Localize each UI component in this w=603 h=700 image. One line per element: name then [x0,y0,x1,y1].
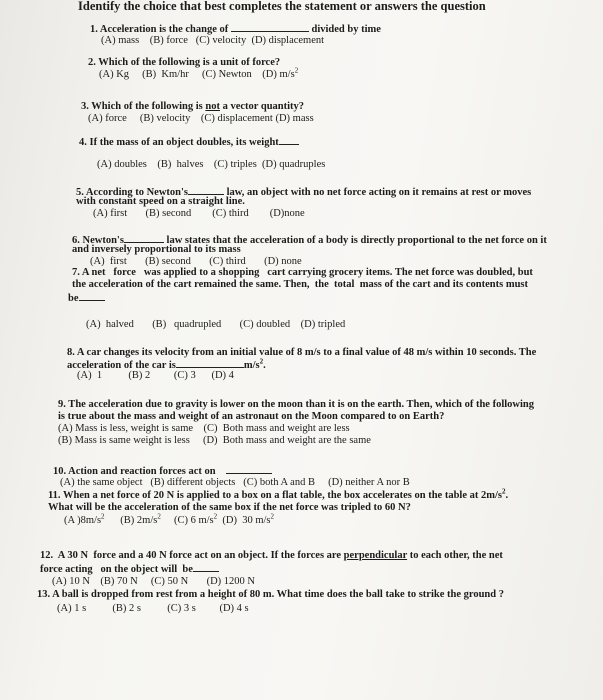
q11-choice-a: (A )8m/s [64,515,102,526]
q12-perpendicular-emphasis: perpendicular [343,550,408,561]
q11-choice-b: (B) 2m/s [120,515,158,526]
q12-choices: (A) 10 N (B) 70 N (C) 50 N (D) 1200 N [52,576,255,587]
q13-choices: (A) 1 s (B) 2 s (C) 3 s (D) 4 s [57,603,249,614]
q5-stem-text: 5. According to Newton's [76,187,188,198]
q2-choices-text: (A) Kg (B) Km/hr (C) Newton (D) m/s [99,69,295,80]
q11-choice-d: (D) 30 m/s [222,515,271,526]
q8-line1: 8. A car changes its velocity from an initial value of 8 m/s to a final value of 48 m/s within 10 seconds. The [67,347,537,358]
q7-line1: 7. A net force was applied to a shopping cart carrying grocery items. The net force was doubled, but [72,267,533,278]
q2-superscript: 2 [294,66,299,75]
q5-stem-line2: with constant speed on a straight line. [76,196,245,207]
q7-line3-text: be [68,293,79,304]
q8-superscript: 2 [259,357,264,366]
q4-blank [279,135,299,145]
q5-stem-text-mid: law, an object with no net force acting on it remains at rest or moves [226,187,532,198]
q12-line1-text-end: to each other, the net [407,550,503,561]
q12-line2-text: force acting on the object will be [40,564,193,575]
q6-stem-line2: and inversely proportional to its mass [72,244,241,255]
q7-line3 [68,291,105,305]
q11-line1 [48,487,509,502]
q7-line2: the acceleration of the cart remained the same. Then, the total mass of the cart and its contents must [72,279,528,290]
q4-choices: (A) doubles (B) halves (C) triples (D) quadruples [97,159,326,170]
q2-stem: 2. Which of the following is a unit of force? [88,57,281,68]
q7-choices: (A) halved (B) quadrupled (C) doubled (D) tripled [86,319,346,330]
q3-stem-text: 3. Which of the following is [81,101,206,112]
q11-choice-c: (C) 6 m/s [173,515,214,526]
q11-choice-d-sup: 2 [270,512,275,521]
q6-choices: (A) first (B) second (C) third (D) none [90,256,302,267]
q12-line1-text: 12. A 30 N force and a 40 N force act on an object. If the forces are [40,550,344,561]
q5-choices: (A) first (B) second (C) third (D)none [93,208,305,219]
q6-blank [124,233,164,243]
q11-superscript: 2 [502,487,506,496]
q8-line2-text: acceleration of the car is [67,360,176,371]
q8-choices: (A) 1 (B) 2 (C) 3 (D) 4 [77,370,234,381]
q12-blank [193,562,219,572]
q9-choices-row1: (A) Mass is less, weight is same (C) Both mass and weight are less [58,423,350,434]
q5-blank [188,185,224,195]
q12-line2 [40,562,219,576]
q11-choice-c-sup: 2 [213,512,218,521]
q1-stem-text: 1. Acceleration is the change of [90,24,229,35]
q1-blank [231,22,309,32]
q11-choice-b-sup: 2 [157,512,161,521]
page-title: Identify the choice that best completes the statement or answers the question [78,0,486,13]
q9-line1: 9. The acceleration due to gravity is lower on the moon than it is on the earth. Then, which of the following [58,399,534,410]
q4-stem-text: 4. If the mass of an object doubles, its weight [79,137,279,148]
q11-line1-text: 11. When a net force of 20 N is applied to a box on a flat table, the box accelerates on the table at 2m/s [48,490,502,501]
q1-stem [90,22,381,36]
q7-blank [79,291,105,301]
q3-not-emphasis: not [205,101,220,112]
q9-choices-row2: (B) Mass is same weight is less (D) Both mass and weight are the same [58,435,371,446]
q13-stem: 13. A ball is dropped from rest from a height of 80 m. What time does the ball take to strike the ground ? [37,589,504,600]
q6-stem-text: 6. Newton's [72,235,124,246]
q10-stem-text: 10. Action and reaction forces act on [53,466,216,477]
q10-choices: (A) the same object (B) different objects (C) both A and B (D) neither A nor B [60,477,410,488]
q6-stem-text-mid: law states that the acceleration of a body is directly proportional to the net force on it [166,235,547,246]
q8-unit: m/s [243,360,260,371]
q11-choice-a-sup: 2 [101,512,105,521]
q1-choices: (A) mass (B) force (C) velocity (D) displacement [101,35,325,46]
q3-stem-text-end: a vector quantity? [219,101,305,112]
q11-choices [64,512,275,527]
q9-line2: is true about the mass and weight of an astronaut on the Moon compared to on Earth? [58,411,445,422]
q3-choices: (A) force (B) velocity (C) displacement (D) mass [88,113,314,124]
q10-blank [226,464,272,474]
q11-period: . [505,490,509,501]
q12-line1 [40,550,503,562]
q10-stem [53,464,272,478]
q4-stem [79,135,299,149]
q8-blank [176,358,244,368]
q2-choices [99,66,299,81]
q3-stem [81,101,304,113]
q11-line2: What will be the acceleration of the same box if the net force was tripled to 60 N? [48,502,411,513]
q8-period: . [263,360,266,371]
q1-stem-text-end: divided by time [311,24,381,35]
